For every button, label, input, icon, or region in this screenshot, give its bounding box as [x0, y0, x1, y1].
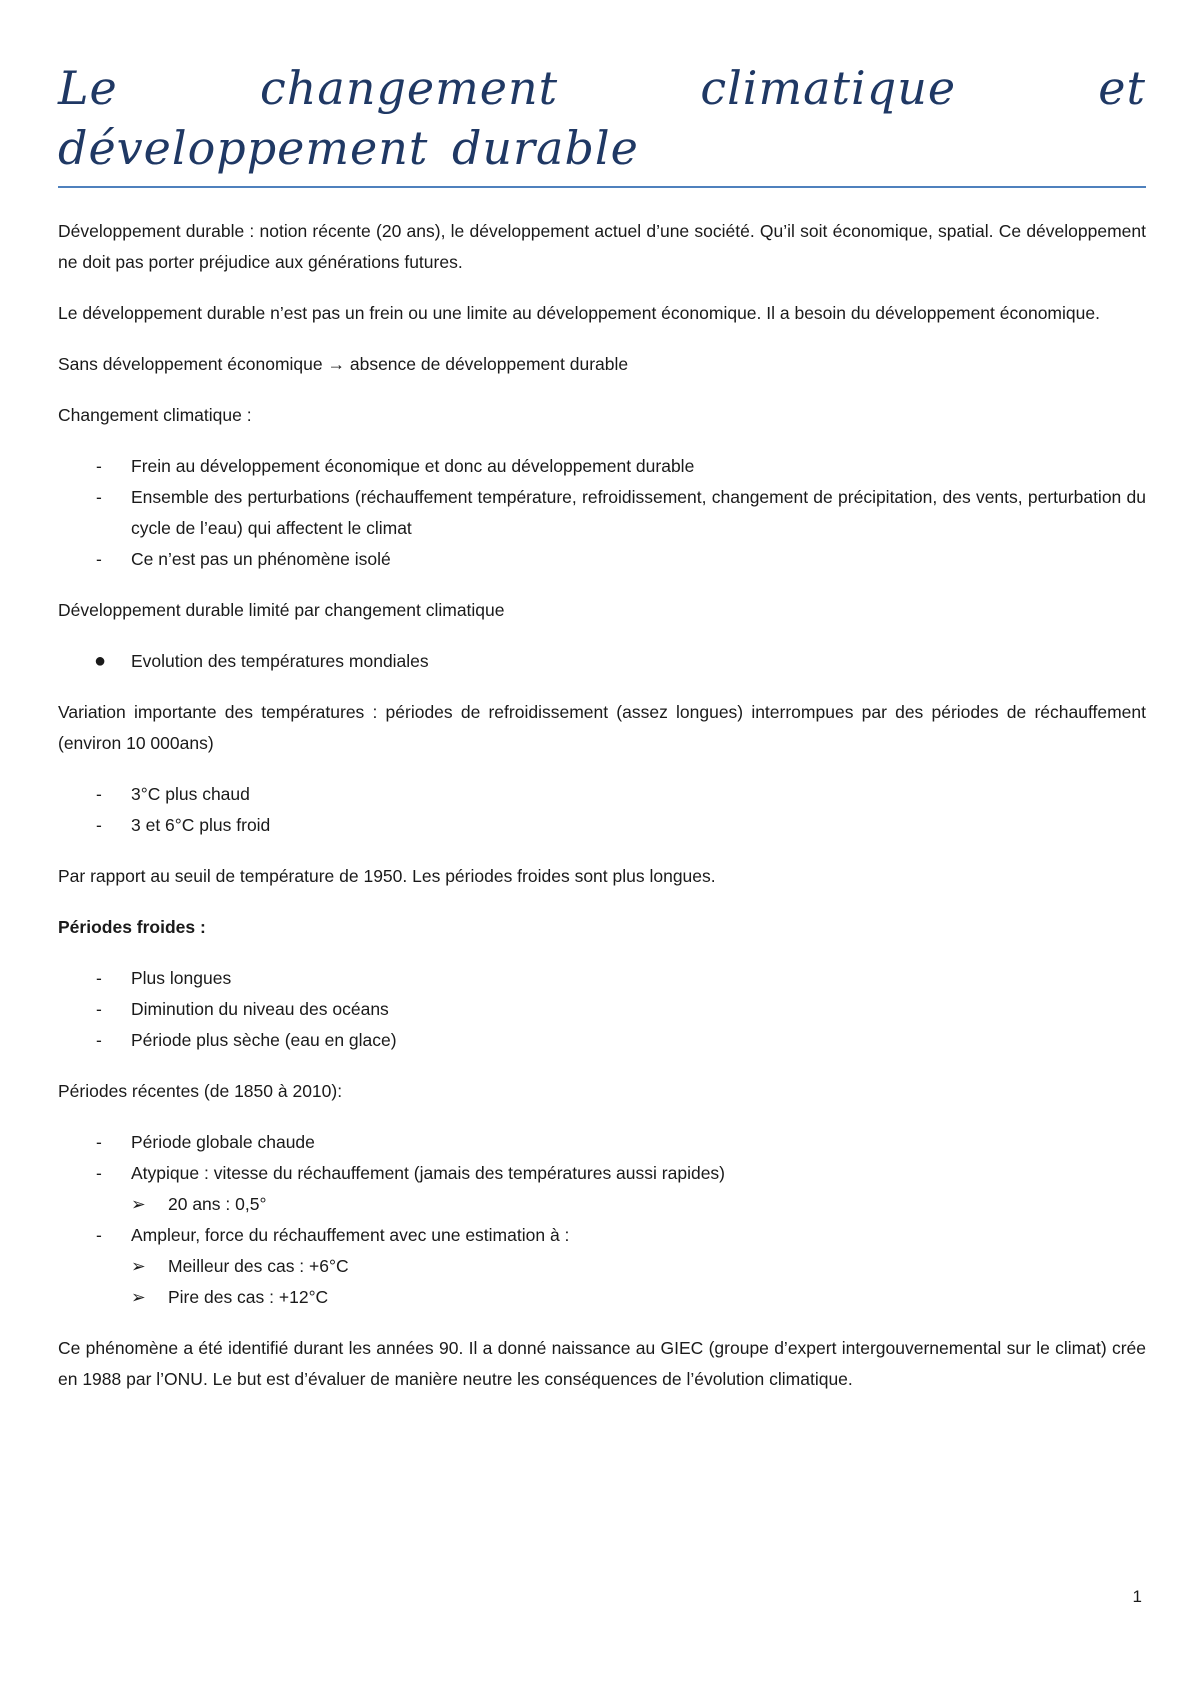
sublist-item-text: 20 ans : 0,5°: [168, 1194, 267, 1214]
heading-cold-periods: Périodes froides :: [58, 917, 206, 937]
paragraph-without-economic-development: [58, 349, 1146, 380]
dash-marker: -: [96, 815, 102, 835]
dash-marker: -: [96, 487, 102, 507]
list-item-text: Période globale chaude: [131, 1132, 315, 1152]
list-item-text: Plus longues: [131, 968, 232, 988]
list-item: [58, 1220, 1146, 1251]
right-arrow-icon: →: [327, 354, 345, 374]
list-item-text: 3 et 6°C plus froid: [131, 815, 271, 835]
list-item: [58, 482, 1146, 544]
dash-marker: -: [96, 1225, 102, 1245]
bullet-dot-icon: ●: [94, 650, 107, 672]
list-item: [58, 1127, 1146, 1158]
list-item: [58, 779, 1146, 810]
speed-sublist: [131, 1189, 1146, 1220]
paragraph-limited-by-climate-change: Développement durable limité par changement climatique: [58, 600, 505, 620]
list-item: [58, 544, 1146, 575]
paragraph-not-a-brake: Le développement durable n’est pas un frein ou une limite au développement économique. Il a besoin du développement économique.: [58, 303, 1100, 323]
dash-marker: -: [96, 1030, 102, 1050]
list-item: [58, 810, 1146, 841]
paragraph-text-before-arrow: Sans développement économique: [58, 354, 328, 374]
climate-change-list: [58, 451, 1146, 575]
list-item-text: Frein au développement économique et donc au développement durable: [131, 456, 695, 476]
arrowhead-bullet-icon: ➢: [131, 1287, 146, 1307]
list-item-text: Ampleur, force du réchauffement avec une estimation à :: [131, 1225, 570, 1245]
arrowhead-bullet-icon: ➢: [131, 1256, 146, 1276]
sublist-item: [131, 1282, 1146, 1313]
dash-marker: -: [96, 1132, 102, 1152]
list-item-text: Période plus sèche (eau en glace): [131, 1030, 397, 1050]
list-item: [58, 1025, 1146, 1056]
recent-periods-list: [58, 1127, 1146, 1189]
document-page: [58, 0, 1146, 1395]
sublist-item-text: Meilleur des cas : +6°C: [168, 1256, 349, 1276]
page-number: 1: [1132, 1587, 1142, 1606]
cold-periods-list: [58, 963, 1146, 1056]
title-underline: [58, 186, 1146, 188]
dash-marker: -: [96, 549, 102, 569]
list-item: [58, 1158, 1146, 1189]
list-item: [58, 646, 1146, 677]
sublist-item-text: Pire des cas : +12°C: [168, 1287, 329, 1307]
list-item-text: Ce n’est pas un phénomène isolé: [131, 549, 391, 569]
paragraph-climate-change-heading: Changement climatique :: [58, 405, 252, 425]
list-item-text: Evolution des températures mondiales: [131, 651, 429, 671]
dash-marker: -: [96, 456, 102, 476]
list-item: [58, 963, 1146, 994]
paragraph-giec: Ce phénomène a été identifié durant les années 90. Il a donné naissance au GIEC (groupe d’expert intergouvernemental sur le climat) crée en 1988 par l’ONU. Le but est d’évaluer de manière neutre les conséquences de l’évolution climatique.: [58, 1338, 1146, 1389]
paragraph-recent-periods: Périodes récentes (de 1850 à 2010):: [58, 1081, 343, 1101]
document-title: Le changement climatique et développement durable: [58, 61, 1146, 175]
paragraph-definition: Développement durable : notion récente (20 ans), le développement actuel d’une société. Qu’il soit économique, spatial. Ce développement ne doit pas porter préjudice aux générations futures.: [58, 221, 1146, 272]
dash-marker: -: [96, 968, 102, 988]
dash-marker: -: [96, 1163, 102, 1183]
list-item-text: Atypique : vitesse du réchauffement (jamais des températures aussi rapides): [131, 1163, 726, 1183]
list-item-text: Ensemble des perturbations (réchauffement température, refroidissement, changement de précipitation, des vents, perturbation du cycle de l’eau) qui affectent le climat: [131, 487, 1146, 538]
temperature-delta-list: [58, 779, 1146, 841]
list-item: [58, 994, 1146, 1025]
list-item-text: Diminution du niveau des océans: [131, 999, 389, 1019]
sublist-item: [131, 1251, 1146, 1282]
dash-marker: -: [96, 784, 102, 804]
recent-periods-list-continued: [58, 1220, 1146, 1251]
temperature-bullet-list: [58, 646, 1146, 677]
sublist-item: [131, 1189, 1146, 1220]
paragraph-temperature-variation: Variation importante des températures : périodes de refroidissement (assez longues) interrompues par des périodes de réchauffement (environ 10 000ans): [58, 702, 1146, 753]
dash-marker: -: [96, 999, 102, 1019]
arrowhead-bullet-icon: ➢: [131, 1194, 146, 1214]
paragraph-text-after-arrow: absence de développement durable: [345, 354, 629, 374]
estimation-sublist: [131, 1251, 1146, 1313]
list-item: [58, 451, 1146, 482]
paragraph-reference-1950: Par rapport au seuil de température de 1950. Les périodes froides sont plus longues.: [58, 866, 716, 886]
list-item-text: 3°C plus chaud: [131, 784, 250, 804]
